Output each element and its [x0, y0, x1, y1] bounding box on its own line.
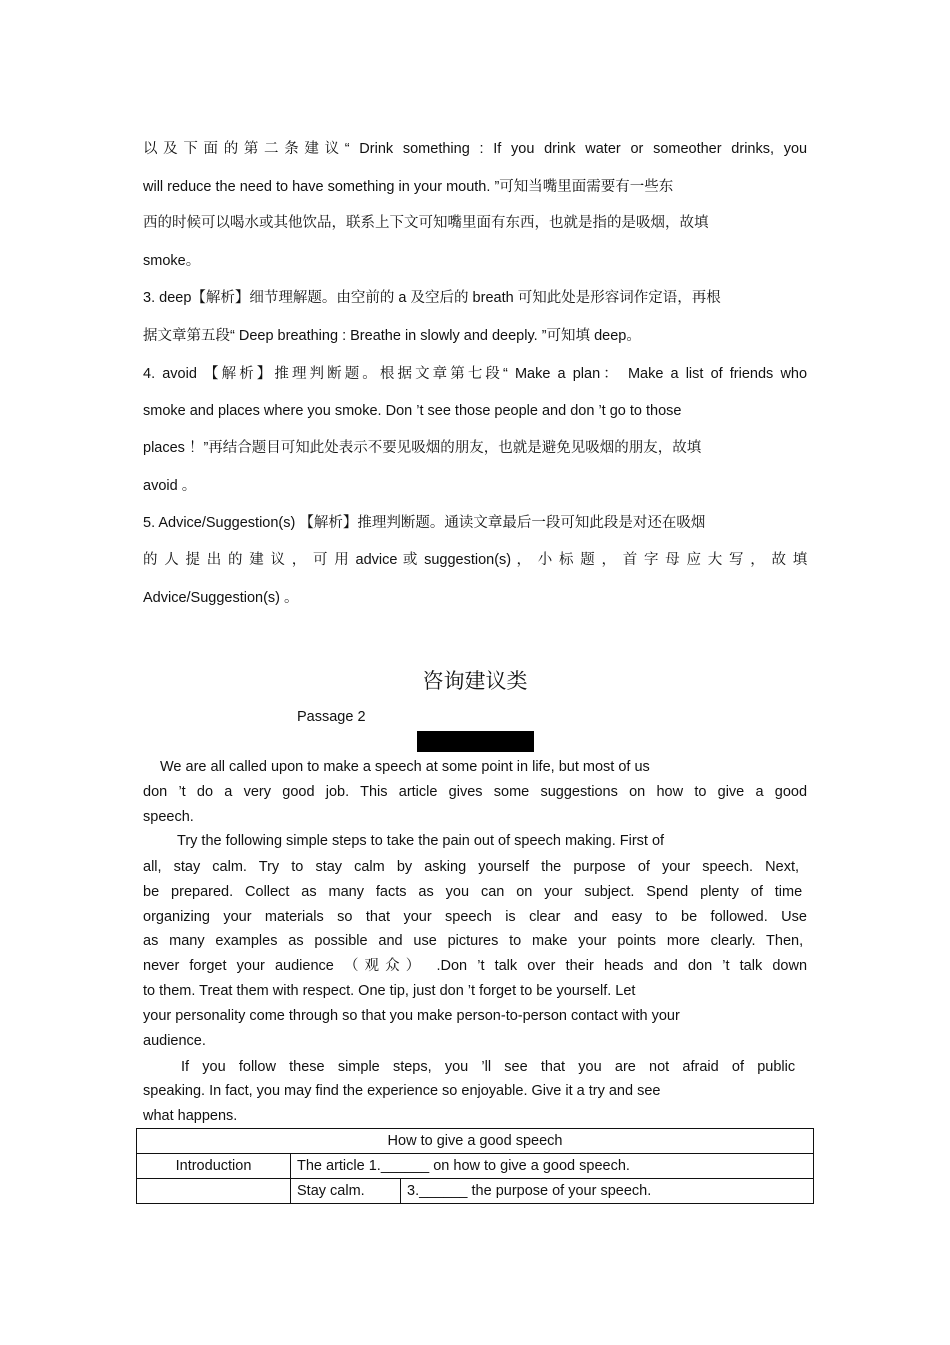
text-segment: you: [445, 884, 470, 900]
section-title: 咨询建议类: [422, 669, 528, 693]
table-cell: Stay calm.: [291, 1179, 401, 1204]
text-segment: all,: [143, 859, 162, 875]
answer-line: [143, 477, 196, 495]
text-segment: 字: [644, 552, 660, 568]
text-segment: audience: [274, 958, 334, 974]
text-segment: Collect: [245, 884, 290, 900]
text-segment: job.: [325, 784, 350, 800]
text-segment: ’t forget to be yourself. Let: [467, 983, 636, 999]
text-segment: ，: [291, 552, 308, 568]
text-segment: suggestion(s): [424, 552, 512, 568]
text-segment: ’t go to those: [598, 403, 682, 419]
text-segment: Deep breathing: [238, 328, 339, 344]
text-segment: ，: [601, 552, 618, 568]
text-segment: as: [418, 884, 434, 900]
text-segment: the: [541, 859, 562, 875]
answer-line: [143, 514, 705, 532]
text-segment: of: [750, 884, 763, 900]
text-segment: places ！”再结合题目可知此处表示不要见吸烟的朋友，也就是避免见吸烟的朋友，故填: [143, 440, 702, 456]
text-segment: If: [493, 141, 502, 157]
text-segment: easy: [611, 909, 643, 925]
text-segment: good: [282, 784, 315, 800]
text-segment: be: [143, 884, 160, 900]
text-segment: If: [181, 1059, 190, 1075]
text-segment: organizing: [143, 909, 210, 925]
text-segment: 西的时候可以喝水或其他饮品，联系上下文可知嘴里面有东西，也就是指的是吸烟，故填: [143, 215, 709, 231]
text-segment: :: [479, 141, 484, 157]
answer-line: [143, 140, 807, 158]
text-segment: you drink: [511, 141, 576, 157]
text-segment: 可: [313, 552, 329, 568]
text-segment: advice: [355, 552, 398, 568]
text-segment: how: [656, 784, 684, 800]
text-segment: 大: [707, 552, 724, 568]
text-segment: 4.: [143, 366, 156, 382]
passage-label: Passage 2: [297, 709, 366, 725]
text-segment: Use: [781, 909, 807, 925]
text-segment: these: [289, 1059, 325, 1075]
text-segment: time: [774, 884, 803, 900]
text-segment: 应: [686, 552, 703, 568]
text-segment: water: [585, 141, 621, 157]
text-segment: materials: [264, 909, 324, 925]
text-segment: 用: [334, 552, 351, 568]
text-segment: down: [772, 958, 808, 974]
table-cell: Introduction: [137, 1154, 291, 1179]
answer-line: [143, 439, 701, 457]
text-segment: （观众）: [343, 958, 427, 974]
text-segment: 可知此处是形容词作定语，再根: [517, 290, 721, 306]
text-segment: and: [573, 909, 599, 925]
answer-line: [143, 289, 721, 307]
passage-line: [143, 1107, 237, 1125]
answer-line: [143, 402, 681, 420]
text-segment: your personality come through so that you make person-to-person contact with your: [143, 1008, 680, 1024]
text-segment: and: [653, 958, 678, 974]
text-segment: good: [774, 784, 808, 800]
text-segment: ’t: [178, 784, 186, 800]
text-segment: can: [480, 884, 505, 900]
text-segment: 填: [792, 552, 808, 568]
passage-line: [143, 957, 807, 975]
answer-line: [143, 551, 807, 569]
text-segment: ，: [750, 552, 767, 568]
text-segment: 写: [729, 552, 745, 568]
text-segment: Try the following simple steps to take the pain out of speech making. First of: [177, 833, 665, 849]
text-segment: Next,: [765, 859, 799, 875]
text-segment: something: [402, 141, 470, 157]
text-segment: afraid: [682, 1059, 719, 1075]
text-segment: ’t see those people and don: [416, 403, 595, 419]
text-segment: not: [649, 1059, 670, 1075]
text-segment: suggestions: [540, 784, 618, 800]
table-title: How to give a good speech: [137, 1129, 814, 1154]
text-segment: speech.: [702, 859, 754, 875]
text-segment: 3.: [143, 290, 156, 306]
text-segment: prepared.: [171, 884, 234, 900]
text-segment: 母: [665, 552, 682, 568]
text-segment: your: [236, 958, 265, 974]
text-segment: 的: [143, 552, 159, 568]
text-segment: possible: [314, 933, 368, 949]
text-segment: .Don: [436, 958, 468, 974]
text-segment: as: [143, 933, 159, 949]
text-segment: drinks,: [731, 141, 775, 157]
text-segment: gives: [448, 784, 483, 800]
text-segment: We are all called upon to make a speech at some point in life, but most of us: [160, 759, 650, 775]
text-segment: ，: [516, 552, 533, 568]
table-row: [137, 1179, 814, 1204]
text-segment: their: [565, 958, 594, 974]
passage-line: [143, 783, 807, 801]
text-segment: 议: [270, 552, 287, 568]
text-segment: that: [540, 1059, 566, 1075]
text-segment: :: [342, 328, 347, 344]
text-segment: stay: [173, 859, 201, 875]
text-segment: someother: [653, 141, 722, 157]
text-segment: to: [509, 933, 522, 949]
table-cell: 3.______ the purpose of your speech.: [401, 1179, 814, 1204]
passage-line: [143, 908, 807, 926]
text-segment: your: [544, 884, 573, 900]
text-segment: Breathe in slowly and deeply.: [350, 328, 538, 344]
answer-line: [143, 327, 641, 345]
text-segment: Advice/Suggestion(s): [143, 590, 281, 606]
text-segment: 故: [771, 552, 788, 568]
text-segment: heads: [603, 958, 644, 974]
text-segment: speech: [445, 909, 492, 925]
text-segment: ”可知填: [541, 328, 591, 344]
text-segment: never: [143, 958, 180, 974]
text-segment: Then,: [766, 933, 804, 949]
text-segment: you: [783, 141, 808, 157]
text-segment: on: [516, 884, 533, 900]
table-cell: The article 1.______ on how to give a good speech.: [291, 1154, 814, 1179]
text-segment: clear: [529, 909, 561, 925]
text-segment: 人: [164, 552, 181, 568]
text-segment: followed.: [710, 909, 768, 925]
text-segment: asking: [424, 859, 467, 875]
text-segment: as: [301, 884, 317, 900]
answer-line: [143, 178, 673, 196]
text-segment: a: [755, 784, 764, 800]
passage-line: [143, 1032, 206, 1050]
text-segment: don: [143, 784, 168, 800]
table-cell: [137, 1179, 291, 1204]
text-segment: forget: [189, 958, 227, 974]
text-segment: purpose: [573, 859, 626, 875]
text-segment: speech.: [143, 809, 194, 825]
text-segment: calm: [354, 859, 385, 875]
text-segment: 小: [537, 552, 554, 568]
text-segment: simple: [337, 1059, 380, 1075]
text-segment: speaking. In fact, you may find the experience so enjoyable. Give it a try and see: [143, 1083, 661, 1099]
text-segment: avoid 。: [143, 478, 197, 494]
text-segment: will reduce the need to have something in your mouth.: [143, 179, 491, 195]
text-segment: 【解析】推理判断题。通读文章最后一段可知此段是对还在吸烟: [299, 515, 706, 531]
text-segment: your: [223, 909, 252, 925]
answer-line: [143, 365, 807, 383]
text-segment: Advice/Suggestion(s): [158, 515, 296, 531]
text-segment: 题: [580, 552, 597, 568]
text-segment: 建: [249, 552, 266, 568]
text-segment: ’t: [722, 958, 730, 974]
text-segment: you: [578, 1059, 602, 1075]
text-segment: Spend: [646, 884, 689, 900]
passage-line: [143, 883, 802, 901]
text-segment: follow: [238, 1059, 276, 1075]
text-segment: 提: [185, 552, 202, 568]
redaction-bar: [417, 731, 534, 752]
passage-line: [143, 932, 803, 950]
text-segment: deep【解析】细节理解题。由空前的: [159, 290, 395, 306]
text-segment: you: [444, 1059, 469, 1075]
text-segment: is: [505, 909, 516, 925]
text-segment: a 及空后的: [398, 290, 469, 306]
text-segment: 或: [402, 552, 419, 568]
text-segment: talk: [494, 958, 518, 974]
text-segment: yourself: [478, 859, 529, 875]
text-segment: 据文章第五段“: [143, 328, 235, 344]
text-segment: of: [731, 1059, 744, 1075]
passage-line: [181, 1058, 795, 1076]
text-segment: your: [403, 909, 432, 925]
table-title-row: [137, 1129, 814, 1154]
text-segment: 以及下面的第二条建议“: [143, 141, 350, 157]
answer-line: [143, 252, 200, 270]
table-row: [137, 1154, 814, 1179]
text-segment: 首: [622, 552, 639, 568]
text-segment: talk: [739, 958, 763, 974]
text-segment: what happens.: [143, 1108, 238, 1124]
text-segment: 的: [228, 552, 244, 568]
text-segment: public: [757, 1059, 796, 1075]
text-segment: ’ll: [481, 1059, 492, 1075]
text-segment: more: [666, 933, 700, 949]
text-segment: very: [243, 784, 272, 800]
text-segment: use: [413, 933, 437, 949]
text-segment: 。: [284, 590, 299, 606]
text-segment: of: [637, 859, 650, 875]
text-segment: don: [687, 958, 713, 974]
text-segment: 标: [559, 552, 575, 568]
text-segment: smoke and places where you smoke. Don: [143, 403, 413, 419]
text-segment: or: [630, 141, 644, 157]
text-segment: be: [681, 909, 698, 925]
summary-table: [136, 1128, 814, 1204]
text-segment: Make a plan：: [514, 366, 621, 382]
passage-line: [143, 982, 635, 1000]
text-segment: to them. Treat them with respect. One tip, just don: [143, 983, 464, 999]
text-segment: to: [694, 784, 707, 800]
text-segment: by: [396, 859, 413, 875]
text-segment: your: [578, 933, 607, 949]
text-segment: some: [493, 784, 530, 800]
text-segment: 5.: [143, 515, 156, 531]
text-segment: friends: [729, 366, 774, 382]
text-segment: Make a list: [627, 366, 704, 382]
text-segment: steps,: [392, 1059, 432, 1075]
text-segment: deep。: [594, 328, 641, 344]
text-segment: your: [661, 859, 691, 875]
text-segment: are: [614, 1059, 636, 1075]
text-segment: you: [202, 1059, 226, 1075]
passage-line: [143, 808, 194, 826]
text-segment: avoid: [162, 366, 197, 382]
text-segment: give: [717, 784, 745, 800]
text-segment: breath: [472, 290, 514, 306]
text-segment: many: [328, 884, 364, 900]
text-segment: make: [532, 933, 568, 949]
text-segment: Try: [258, 859, 280, 875]
text-segment: and: [378, 933, 403, 949]
text-segment: over: [527, 958, 556, 974]
text-segment: who: [780, 366, 808, 382]
text-segment: so: [337, 909, 353, 925]
passage-line: [160, 758, 650, 776]
text-segment: calm.: [212, 859, 247, 875]
text-segment: 【解析】推理判断题。根据文章第七段“: [204, 366, 508, 382]
text-segment: to: [655, 909, 668, 925]
passage-line: [177, 832, 664, 850]
text-segment: see: [504, 1059, 528, 1075]
text-segment: Drink: [359, 141, 394, 157]
text-segment: of: [710, 366, 723, 382]
text-segment: 出: [206, 552, 223, 568]
text-segment: points: [617, 933, 657, 949]
text-segment: that: [365, 909, 391, 925]
text-segment: a: [224, 784, 233, 800]
text-segment: subject.: [584, 884, 635, 900]
text-segment: clearly.: [710, 933, 756, 949]
text-segment: many: [169, 933, 205, 949]
text-segment: facts: [375, 884, 407, 900]
text-segment: as: [288, 933, 304, 949]
answer-line: [143, 589, 299, 607]
text-segment: plenty: [700, 884, 739, 900]
text-segment: on: [629, 784, 646, 800]
text-segment: This: [360, 784, 388, 800]
text-segment: article: [398, 784, 438, 800]
text-segment: pictures: [447, 933, 499, 949]
passage-line: [143, 1007, 680, 1025]
text-segment: smoke。: [143, 253, 201, 269]
text-segment: ’t: [477, 958, 485, 974]
answer-line: [143, 214, 709, 232]
text-segment: ”可知当嘴里面需要有一些东: [494, 179, 674, 195]
passage-line: [143, 1082, 660, 1100]
text-segment: audience.: [143, 1033, 206, 1049]
text-segment: stay: [315, 859, 343, 875]
text-segment: do: [196, 784, 214, 800]
text-segment: to: [291, 859, 304, 875]
text-segment: examples: [215, 933, 278, 949]
passage-line: [143, 858, 799, 876]
